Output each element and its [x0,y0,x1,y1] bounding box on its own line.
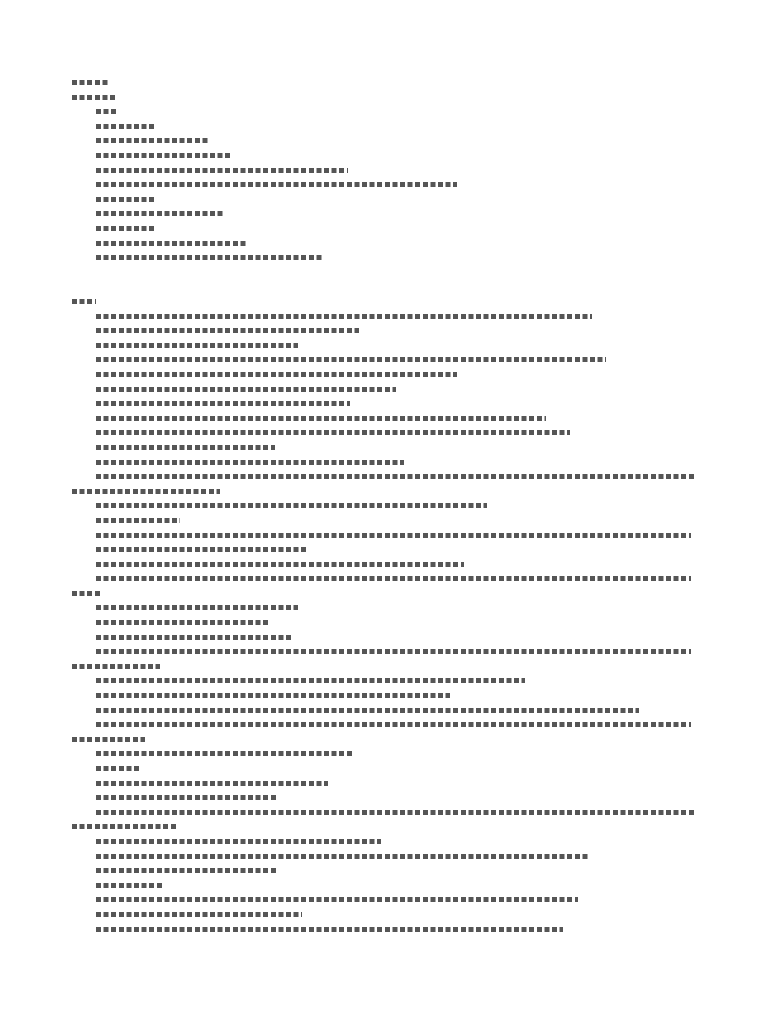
text-line [96,206,696,221]
text-line [96,790,696,805]
text-line [96,192,696,207]
text-line [72,659,696,674]
text-line [72,484,696,499]
text-line [72,586,696,601]
text-line [96,571,696,586]
text-line [96,600,696,615]
text-line [96,717,696,732]
text-line [96,805,696,820]
text-line [96,396,696,411]
text-line [96,440,696,455]
text-line [96,644,696,659]
text-line [96,411,696,426]
text-line [96,104,696,119]
text-line [96,163,696,178]
text-line [96,615,696,630]
text-line [96,455,696,470]
text-line [96,309,696,324]
text-line [72,75,696,90]
text-line [96,528,696,543]
front-matter [72,75,696,265]
text-line [96,878,696,893]
text-line [96,250,696,265]
text-line [72,90,696,105]
text-line [96,761,696,776]
text-line [96,863,696,878]
text-line [96,776,696,791]
text-line [96,557,696,572]
text-line [96,469,696,484]
body-text [72,294,696,936]
text-line [96,673,696,688]
text-line [72,732,696,747]
text-line [96,746,696,761]
text-line [96,922,696,937]
text-line [96,907,696,922]
text-line [96,703,696,718]
text-line [96,352,696,367]
text-line [96,221,696,236]
text-line [96,177,696,192]
text-line [96,119,696,134]
text-line [96,148,696,163]
section-heading [72,294,696,309]
text-line [96,338,696,353]
text-line [96,542,696,557]
text-line [96,688,696,703]
text-line [96,425,696,440]
text-line [96,630,696,645]
text-line [96,133,696,148]
text-line [96,498,696,513]
text-line [96,849,696,864]
text-line [72,819,696,834]
text-line [96,892,696,907]
text-line [96,367,696,382]
text-line [96,834,696,849]
text-line [96,382,696,397]
text-line [96,323,696,338]
text-line [96,513,696,528]
text-line [96,236,696,251]
